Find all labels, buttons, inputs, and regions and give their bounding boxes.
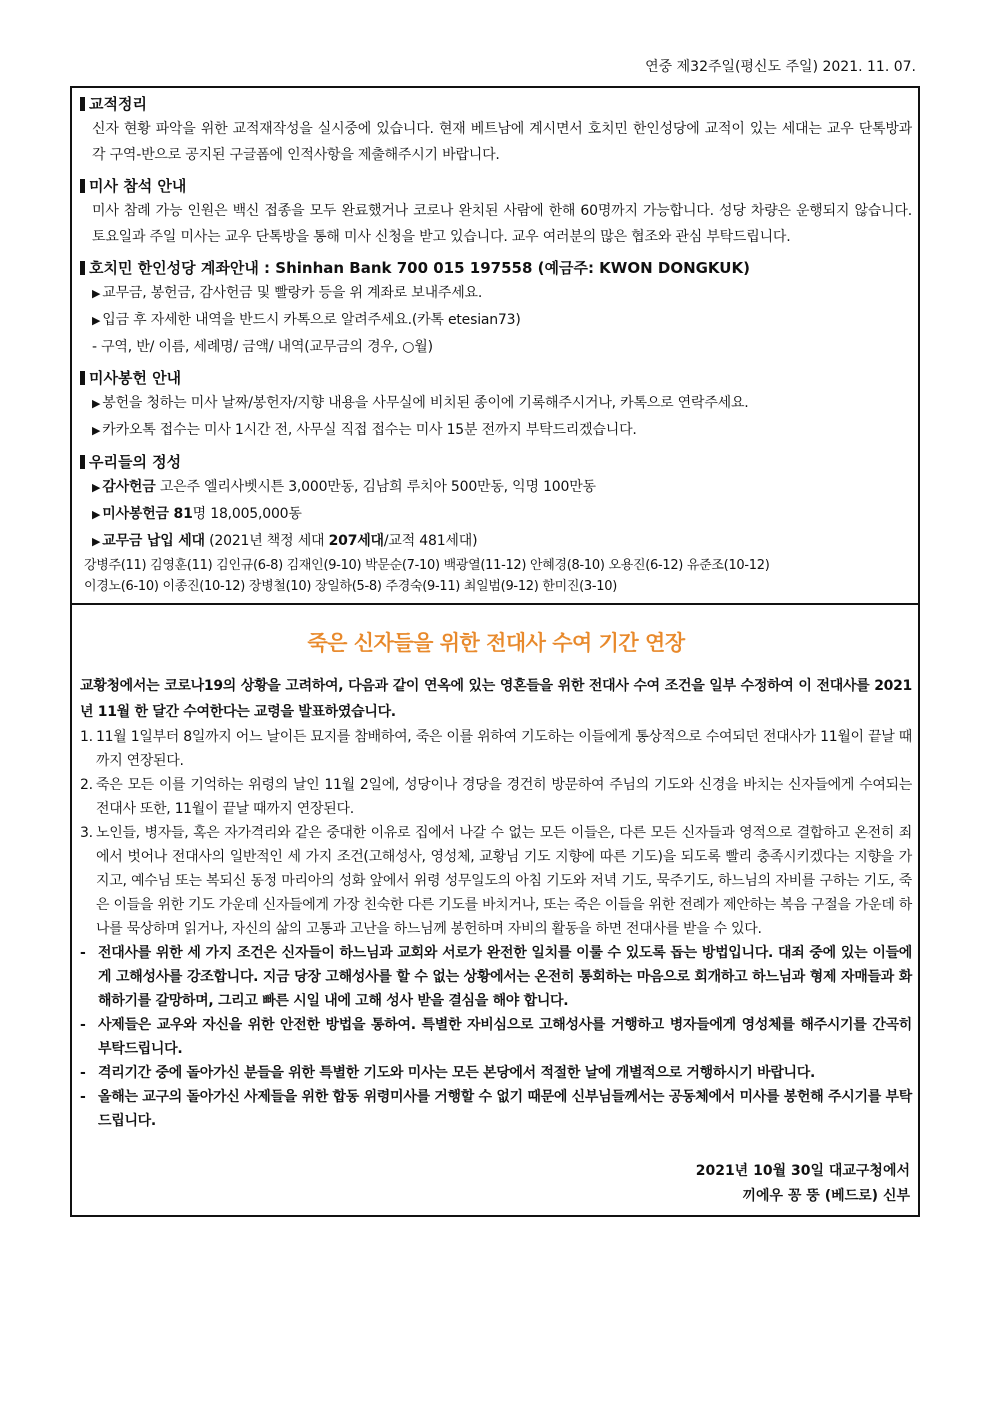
section-heading bbox=[80, 450, 912, 474]
heading-text: 미사 참석 안내 bbox=[89, 177, 187, 195]
household-names: 강병주(11) 김영훈(11) 김인규(6-8) 김재인(9-10) 박문순(7-10) 백광열(11-12) 안혜경(8-10) 오용진(6-12) 유준조(10-12) bbox=[84, 558, 770, 573]
paragraph: 신자 현황 파악을 위한 교적재작성을 실시중에 있습니다. 현재 베트남에 계시면서 호치민 한인성당에 교적이 있는 세대는 교우 단톡방과 각 구역-반으로 공지된 구글폼에 인적사항을 제출해주시기 바랍니다. bbox=[92, 121, 912, 163]
household-names: 이경노(6-10) 이종진(10-12) 장병철(10) 장일하(5-8) 주경숙(9-11) 최일범(9-12) 한미진(3-10) bbox=[84, 579, 617, 594]
numbered-item: 2. 죽은 모든 이를 기억하는 위령의 날인 11월 2일에, 성당이나 경당을 경건히 방문하여 주님의 기도와 신경을 바치는 신자들에게 수여되는 전대사 또한, 11월이 끝날 때까지 연장된다. bbox=[80, 777, 912, 817]
triangle-bullet-icon: ▶ bbox=[92, 287, 101, 300]
sub-item: - 구역, 반/ 이름, 세례명/ 금액/ 내역(교무금의 경우, ○월) bbox=[92, 339, 433, 355]
indulgence-intro: 교황청에서는 코로나19의 상황을 고려하여, 다음과 같이 연옥에 있는 영혼들을 위한 전대사 수여 조건을 일부 수정하여 이 전대사를 2021년 11월 한 달간 수여한다는 교령을 발표하였습니다. bbox=[80, 678, 912, 720]
section-heading bbox=[80, 256, 912, 280]
bullet-item: ▶ 감사헌금 고은주 엘리사벳시튼 3,000만동, 김남희 루치아 500만동, 익명 100만동 bbox=[92, 479, 596, 495]
signature-name: 끼에우 꽁 뚱 (베드로) 신부 bbox=[742, 1188, 910, 1204]
square-bullet-icon bbox=[80, 179, 85, 193]
bullet-item: ▶ 봉헌을 청하는 미사 날짜/봉헌자/지향 내용을 사무실에 비치된 종이에 기록해주시거나, 카톡으로 연락주세요. bbox=[92, 395, 749, 411]
numbered-item: 1. 11월 1일부터 8일까지 어느 날이든 묘지를 참배하여, 죽은 이를 위하여 기도하는 이들에게 통상적으로 수여되던 전대사가 11월이 끝날 때까지 연장된다. bbox=[80, 729, 912, 769]
triangle-bullet-icon: ▶ bbox=[92, 481, 101, 494]
triangle-bullet-icon: ▶ bbox=[92, 508, 101, 521]
square-bullet-icon bbox=[80, 97, 85, 111]
section-heading bbox=[80, 92, 912, 116]
bullet-item: ▶ 입금 후 자세한 내역을 반드시 카톡으로 알려주세요.(카톡 etesian73) bbox=[92, 312, 521, 328]
triangle-bullet-icon: ▶ bbox=[92, 424, 101, 437]
note-item: - 사제들은 교우와 자신을 위한 안전한 방법을 통하여. 특별한 자비심으로 고해성사를 거행하고 병자들에게 영성체를 해주시기를 간곡히 부탁드립니다. bbox=[80, 1017, 912, 1057]
section-heading bbox=[80, 366, 912, 390]
heading-text: 교적정리 bbox=[89, 95, 147, 113]
paragraph: 미사 참례 가능 인원은 백신 접종을 모두 완료했거나 코로나 완치된 사람에 한해 60명까지 가능합니다. 성당 차량은 운행되지 않습니다. 토요일과 주일 미사는 교우 단톡방을 통해 미사 신청을 받고 있습니다. 교우 여러분의 많은 협조와 관심 부탁드립니다. bbox=[92, 203, 912, 245]
indulgence-section bbox=[72, 605, 918, 1215]
section-heading bbox=[80, 174, 912, 198]
square-bullet-icon bbox=[80, 261, 85, 275]
note-item: - 올해는 교구의 돌아가신 사제들을 위한 합동 위령미사를 거행할 수 없기 때문에 신부님들께서는 공동체에서 미사를 봉헌해 주시기를 부탁드립니다. bbox=[80, 1089, 912, 1129]
note-item: - 격리기간 중에 돌아가신 분들을 위한 특별한 기도와 미사는 모든 본당에서 적절한 날에 개별적으로 거행하시기 바랍니다. bbox=[80, 1065, 816, 1081]
signature-date: 2021년 10월 30일 대교구청에서 bbox=[695, 1163, 910, 1179]
numbered-item: 3. 노인들, 병자들, 혹은 자가격리와 같은 중대한 이유로 집에서 나갈 수 없는 모든 이들은, 다른 모든 신자들과 영적으로 결합하고 온전히 죄에서 벗어나 전대사의 일반적인 세 가지 조건(고해성사, 영성체, 교황님 기도 지향에 따른 기도)을 되도록 빨리 충족시키겠다는 지향을 가지고, 예수님 또는 복되신 동정 마리아의 성화 앞에서 위령 성무일도의 아침 기도와 저녁 기도, 묵주기도, 하느님의 자비를 구하는 기도, 죽은 이들을 위한 기도 가운데 신자들에게 가장 친숙한 다른 기도를 바치거나, 또는 죽은 이들을 위한 전례가 제안하는 복음 구절을 가운데 하나를 묵상하며 읽거나, 자신의 삶의 고통과 고난을 하느님께 봉헌하며 자비의 활동을 하면 전대사를 받을 수 있다. bbox=[80, 825, 912, 937]
note-item: - 전대사를 위한 세 가지 조건은 신자들이 하느님과 교회와 서로가 완전한 일치를 이룰 수 있도록 돕는 방법입니다. 대죄 중에 있는 이들에게 고해성사를 강조합니다. 지금 당장 고해성사를 할 수 없는 상황에서는 온전히 통회하는 마음으로 회개하고 하느님과 형제 자매들과 화해하기를 갈망하며, 그리고 빠른 시일 내에 고해 성사 받을 결심을 해야 합니다. bbox=[80, 945, 912, 1009]
heading-text: 호치민 한인성당 계좌안내 : Shinhan Bank 700 015 197558 (예금주: KWON DONGKUK) bbox=[89, 259, 750, 277]
square-bullet-icon bbox=[80, 371, 85, 385]
square-bullet-icon bbox=[80, 455, 85, 469]
signature-block bbox=[80, 1159, 912, 1209]
heading-text: 우리들의 정성 bbox=[89, 453, 182, 471]
announcements-section bbox=[72, 88, 918, 605]
bullet-item: ▶ 교무금 납입 세대 (2021년 책정 세대 207세대/교적 481세대) bbox=[92, 533, 478, 549]
indulgence-title: 죽은 신자들을 위한 전대사 수여 기간 연장 bbox=[307, 631, 685, 655]
triangle-bullet-icon: ▶ bbox=[92, 397, 101, 410]
bullet-item: ▶ 미사봉헌금 81명 18,005,000동 bbox=[92, 506, 302, 522]
bullet-item: ▶ 교무금, 봉헌금, 감사헌금 및 빨랑카 등을 위 계좌로 보내주세요. bbox=[92, 285, 483, 301]
bulletin-frame bbox=[70, 86, 920, 1217]
bullet-item: ▶ 카카오톡 접수는 미사 1시간 전, 사무실 직접 접수는 미사 15분 전까지 부탁드리겠습니다. bbox=[92, 422, 637, 438]
triangle-bullet-icon: ▶ bbox=[92, 314, 101, 327]
heading-text: 미사봉헌 안내 bbox=[89, 369, 182, 387]
bulletin-date: 연중 제32주일(평신도 주일) 2021. 11. 07. bbox=[645, 59, 916, 75]
triangle-bullet-icon: ▶ bbox=[92, 535, 101, 548]
